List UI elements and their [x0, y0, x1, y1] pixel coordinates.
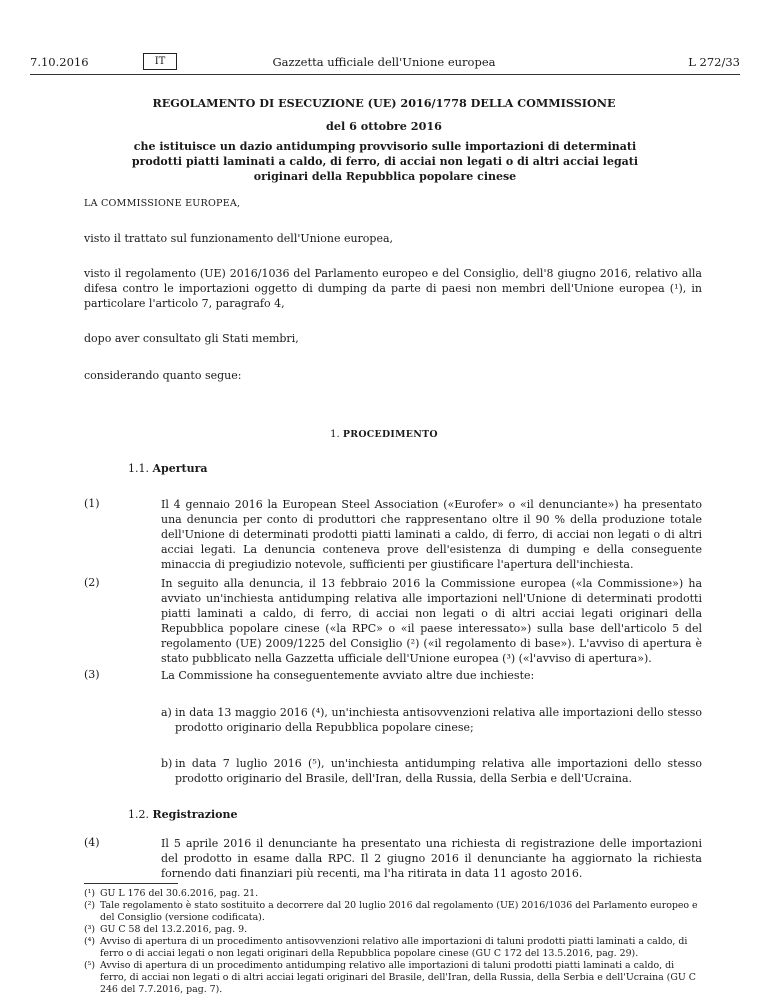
consultation: dopo aver consultato gli Stati membri,	[84, 332, 299, 345]
list-item-text: in data 13 maggio 2016 (⁴), un'inchiesta antisovvenzioni relativa alle importazioni dello stesso prodotto originario della Repubblica popolare cinese;	[175, 706, 702, 734]
page-reference: L 272/33	[688, 55, 740, 69]
regulation-title: REGOLAMENTO DI ESECUZIONE (UE) 2016/1778 DELLA COMMISSIONE	[152, 96, 616, 110]
subsection-title: Registrazione	[152, 808, 238, 821]
recital-number: (3)	[84, 668, 100, 681]
citation-regulation: visto il regolamento (UE) 2016/1036 del Parlamento europeo e del Consiglio, dell'8 giugno 2016, relativo alla difesa contro le importazioni oggetto di dumping da parte di paesi non membri dell'Unione europea (¹), in particolare l'articolo 7, paragrafo 4,	[84, 267, 702, 310]
header-date: 7.10.2016	[30, 55, 89, 69]
journal-title: Gazzetta ufficiale dell'Unione europea	[272, 55, 496, 69]
recital-number: (2)	[84, 576, 100, 589]
regulation-date: del 6 ottobre 2016	[326, 119, 442, 133]
recital-text: La Commissione ha conseguentemente avviato altre due inchieste:	[161, 669, 535, 682]
recital-number: (4)	[84, 836, 100, 849]
language-badge: IT	[143, 53, 177, 70]
footnote	[84, 888, 702, 900]
authority: LA COMMISSIONE EUROPEA,	[84, 198, 241, 209]
footnote-text: Avviso di apertura di un procedimento antidumping relativo alle importazioni di taluni prodotti piatti laminati a caldo, di ferro, di acciai non legati o di altri acciai legati originari del Brasile, dell'Iran, della Russia, della Serbia e dell'Ucraina (GU C 246 del 7.7.2016, pag. 7).	[100, 960, 696, 995]
footnote-text: Tale regolamento è stato sostituito a decorrere dal 20 luglio 2016 dal regolamento (UE) 2016/1036 del Parlamento europeo e del Consiglio (versione codificata).	[100, 900, 698, 923]
subsection-number: 1.1.	[128, 462, 149, 475]
recital-text: Il 4 gennaio 2016 la European Steel Association («Eurofer» o «il denunciante») ha presentato una denuncia per conto di produttori che rappresentano oltre il 90 % della produzione totale dell'Unione di determinati prodotti piatti laminati a caldo, di ferro, di acciai non legati o di altri acciai legati. La denuncia conteneva prove dell'esistenza di dumping e della conseguente minaccia di pregiudizio notevole, sufficienti per giustificare l'apertura dell'inchiesta.	[161, 498, 702, 571]
whereas-intro: considerando quanto segue:	[84, 369, 242, 382]
footnote-text: Avviso di apertura di un procedimento antisovvenzioni relativo alle importazioni di taluni prodotti piatti laminati a caldo, di ferro o di acciai legati o non legati originari della Repubblica popolare cinese (GU C 172 del 13.5.2016, pag. 29).	[100, 936, 688, 959]
list-item	[161, 756, 702, 786]
footnote-mark: (⁴)	[84, 936, 96, 947]
recital-number: (1)	[84, 497, 100, 510]
footnote-text: GU C 58 del 13.2.2016, pag. 9.	[100, 924, 248, 935]
regulation-subtitle: che istituisce un dazio antidumping provvisorio sulle importazioni di determinati prodotti piatti laminati a caldo, di ferro, di acciai non legati o di altri acciai legati originari della Repubblica popolare cinese	[131, 140, 639, 183]
subsection-heading-1-1	[128, 462, 208, 475]
footnote	[84, 960, 702, 996]
footnote-mark: (¹)	[84, 888, 96, 899]
footnote-text: GU L 176 del 30.6.2016, pag. 21.	[100, 888, 259, 899]
list-item	[161, 705, 702, 735]
section-number: 1.	[330, 429, 340, 440]
footnote-rule	[84, 883, 178, 884]
subsection-heading-1-2	[128, 808, 237, 821]
citation-treaty: visto il trattato sul funzionamento dell'Unione europea,	[84, 232, 394, 245]
section-title: PROCEDIMENTO	[342, 429, 438, 440]
footnote-mark: (⁵)	[84, 960, 96, 971]
footnote	[84, 936, 702, 960]
subsection-number: 1.2.	[128, 808, 149, 821]
recital-text: Il 5 aprile 2016 il denunciante ha presentato una richiesta di registrazione delle importazioni del prodotto in esame dalla RPC. Il 2 giugno 2016 il denunciante ha aggiornato la richiesta fornendo dati finanziari più recenti, ma l'ha ritirata in data 11 agosto 2016.	[161, 837, 702, 880]
recital-text: In seguito alla denuncia, il 13 febbraio 2016 la Commissione europea («la Commissione») ha avviato un'inchiesta antidumping relativa alle importazioni nell'Unione di determinati prodotti piatti laminati a caldo, di ferro, di acciai non legati o di altri acciai legati originari della Repubblica popolare cinese («la RPC» o «il paese interessato») sulla base dell'articolo 5 del regolamento (UE) 2009/1225 del Consiglio (²) («il regolamento di base»). L'avviso di apertura è stato pubblicato nella Gazzetta ufficiale dell'Unione europea (³) («l'avviso di apertura»).	[161, 577, 702, 665]
footnote-mark: (³)	[84, 924, 96, 935]
list-item-text: in data 7 luglio 2016 (⁵), un'inchiesta antidumping relativa alle importazioni dello stesso prodotto originario del Brasile, dell'Iran, della Russia, della Serbia e dell'Ucraina.	[175, 757, 702, 785]
subsection-title: Apertura	[152, 462, 208, 475]
header-rule	[30, 74, 740, 75]
list-item-label: a)	[161, 706, 172, 719]
footnote	[84, 900, 702, 924]
section-heading	[0, 429, 768, 440]
list-item-label: b)	[161, 757, 173, 770]
footnote	[84, 924, 702, 936]
footnote-mark: (²)	[84, 900, 96, 911]
